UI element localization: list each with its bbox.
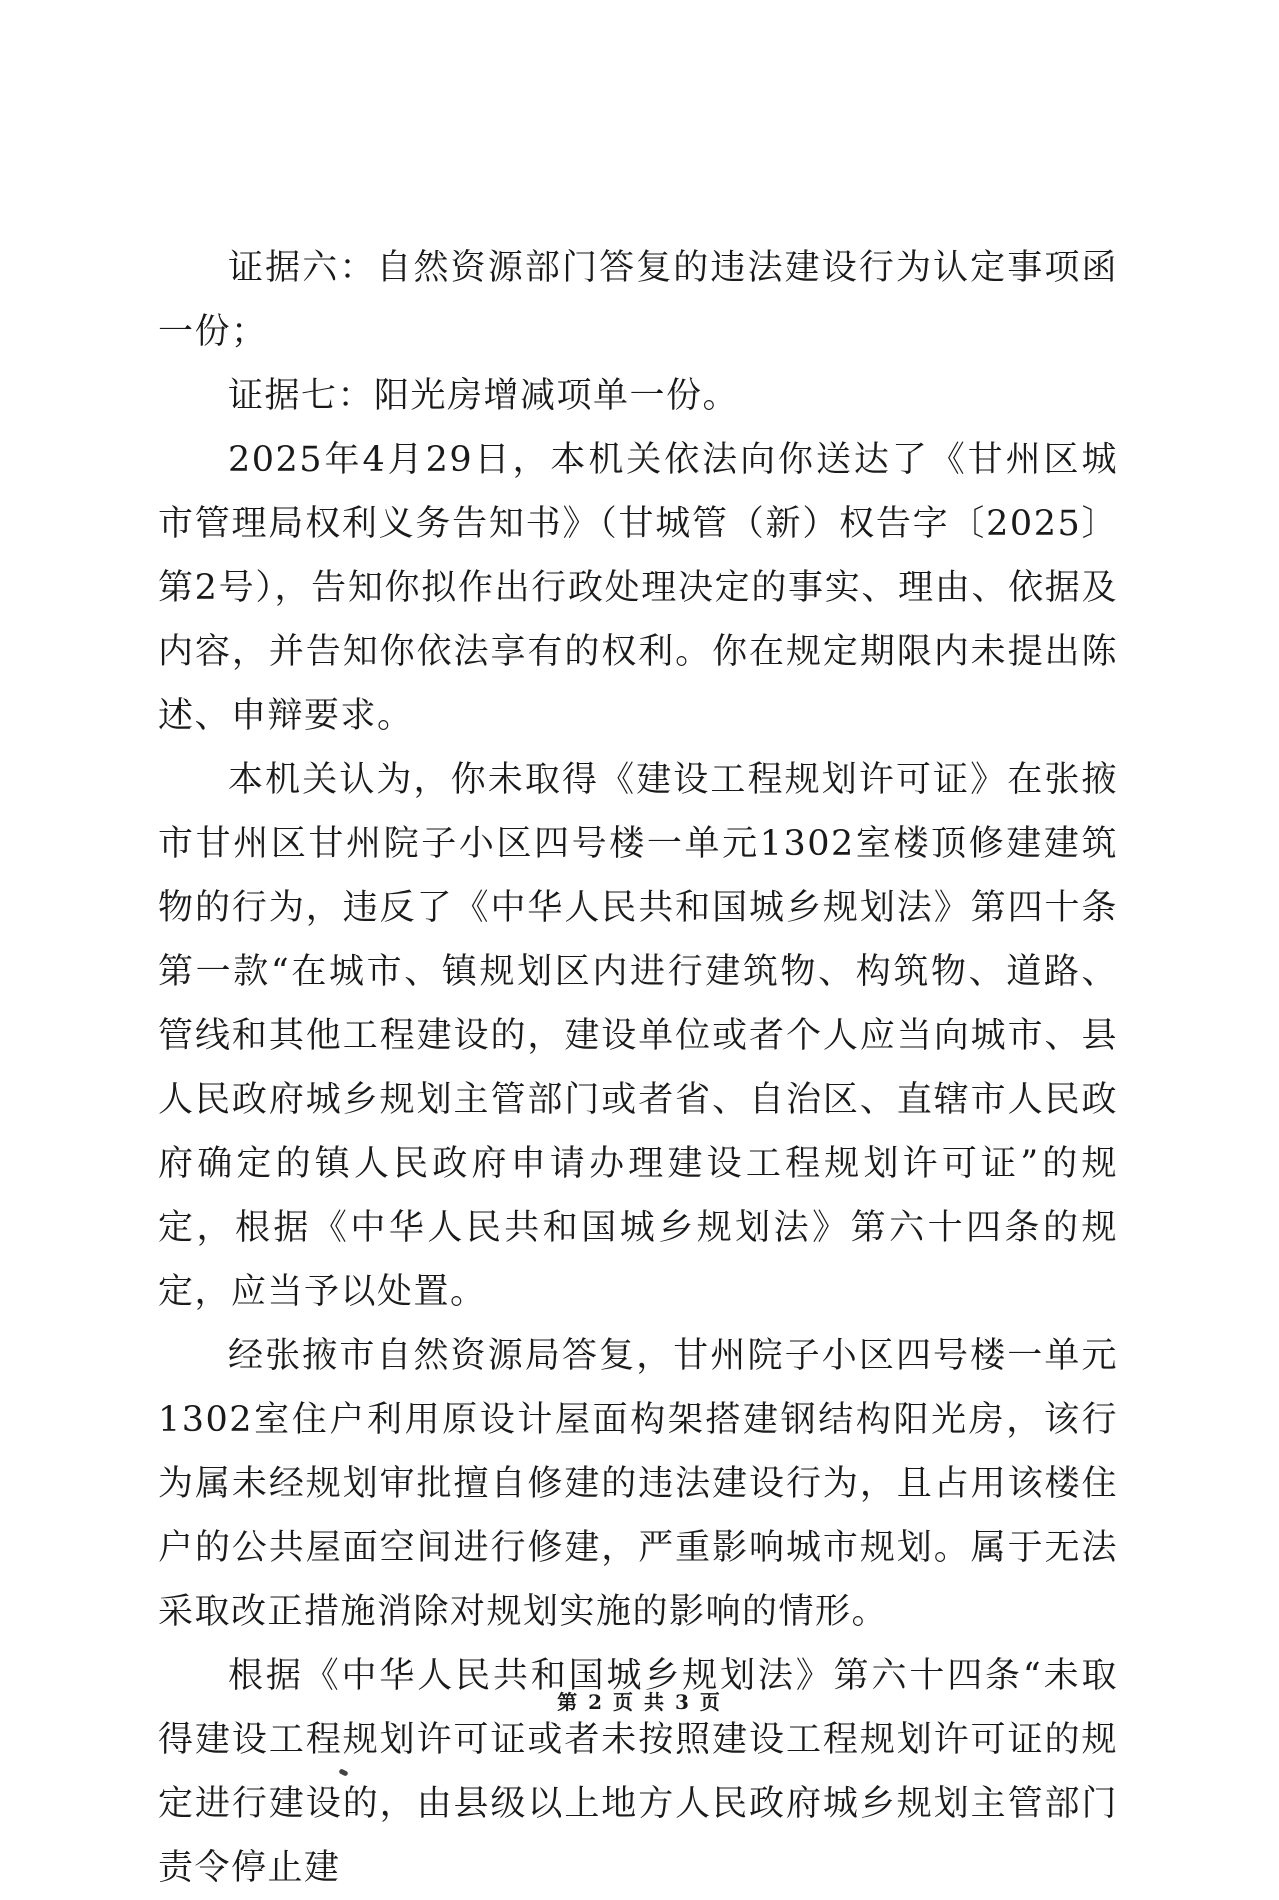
document-body xyxy=(158,236,1118,1900)
page-number-footer: 第 2 页 共 3 页 xyxy=(557,1690,722,1714)
paragraph-legal-basis: 根据《中华人民共和国城乡规划法》第六十四条“未取得建设工程规划许可证或者未按照建设工程规划许可证的规定进行建设的，由县级以上地方人民政府城乡规划主管部门责令停止建 xyxy=(158,1656,1118,1888)
paragraph-notice-delivery: 2025年4月29日，本机关依法向你送达了《甘州区城市管理局权利义务告知书》（甘城管（新）权告字〔2025〕第2号），告知你拟作出行政处理决定的事实、理由、依据及内容，并告知你依法享有的权利。你在规定期限内未提出陈述、申辩要求。 xyxy=(158,440,1118,736)
paragraph-violation-finding: 本机关认为，你未取得《建设工程规划许可证》在张掖市甘州区甘州院子小区四号楼一单元1302室楼顶修建建筑物的行为，违反了《中华人民共和国城乡规划法》第四十条第一款“在城市、镇规划区内进行建筑物、构筑物、道路、管线和其他工程建设的，建设单位或者个人应当向城市、县人民政府城乡规划主管部门或者省、自治区、直辖市人民政府确定的镇人民政府申请办理建设工程规划许可证”的规定，根据《中华人民共和国城乡规划法》第六十四条的规定，应当予以处置。 xyxy=(158,760,1118,1312)
paragraph-evidence-six: 证据六：自然资源部门答复的违法建设行为认定事项函一份； xyxy=(158,248,1118,352)
paragraph-resource-bureau-reply: 经张掖市自然资源局答复，甘州院子小区四号楼一单元1302室住户利用原设计屋面构架搭建钢结构阳光房，该行为属未经规划审批擅自修建的违法建设行为，且占用该楼住户的公共屋面空间进行修建，严重影响城市规划。属于无法采取改正措施消除对规划实施的影响的情形。 xyxy=(158,1336,1118,1632)
paragraph-evidence-seven: 证据七：阳光房增减项单一份。 xyxy=(228,376,740,416)
